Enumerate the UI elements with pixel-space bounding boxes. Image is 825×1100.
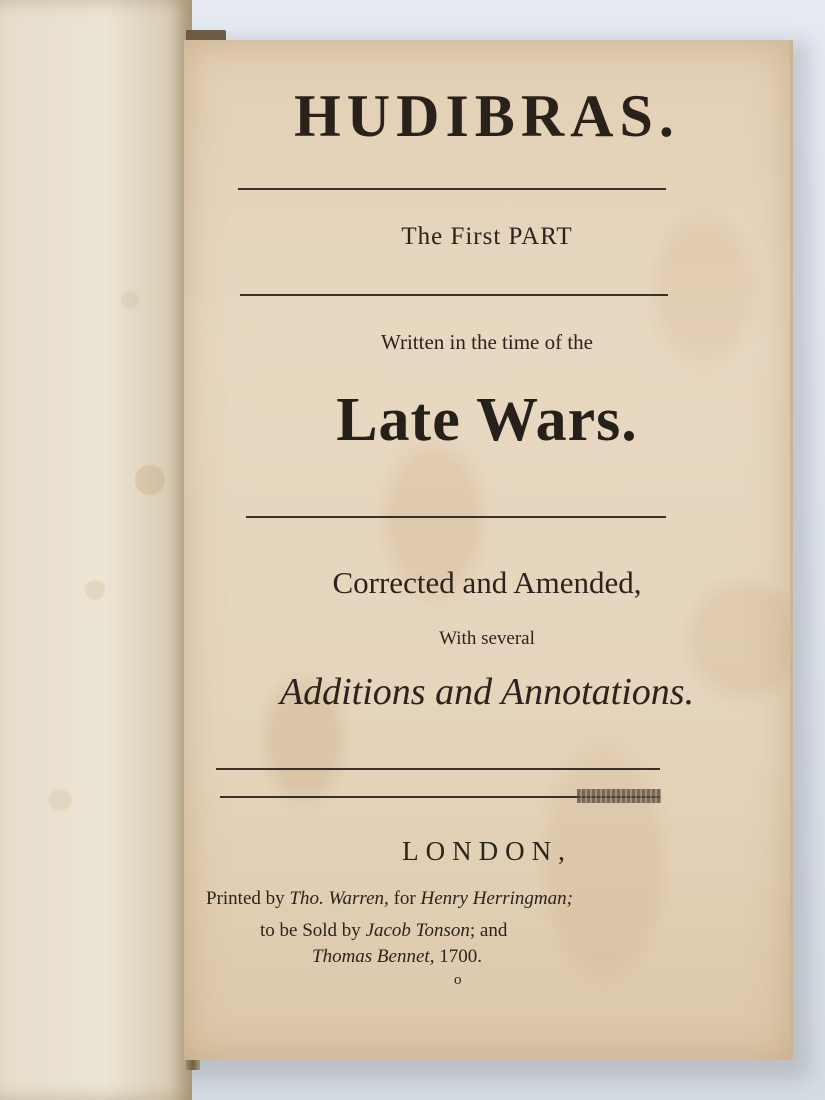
- bookseller-name: Thomas Bennet: [312, 946, 430, 967]
- imprint-text: Printed by: [206, 888, 285, 909]
- imprint-line-1: [206, 886, 676, 911]
- left-blank-page: [0, 0, 192, 1100]
- part-heading: The First PART: [401, 223, 573, 250]
- corrected-line: Corrected and Amended,: [332, 565, 642, 600]
- rule-third: [246, 516, 666, 518]
- rule-top: [238, 188, 666, 190]
- printer-name: Tho. Warren,: [289, 888, 389, 909]
- imprint-text: ; and: [469, 920, 508, 941]
- signature-mark: o: [454, 972, 462, 988]
- imprint-text: for: [393, 888, 416, 909]
- several-line: With several: [439, 628, 535, 649]
- ink-smudge: [577, 789, 661, 803]
- imprint-line-2: [260, 918, 730, 943]
- imprint-text: to be Sold by: [260, 920, 361, 941]
- written-line: Written in the time of the: [380, 330, 593, 354]
- place-of-printing: LONDON,: [402, 836, 572, 866]
- imprint-date: , 1700.: [429, 946, 482, 967]
- book-title: HUDIBRAS.: [294, 83, 680, 149]
- additions-line: Additions and Annotations.: [279, 671, 695, 713]
- late-wars-heading: Late Wars.: [336, 386, 638, 454]
- imprint-line-3: [312, 944, 782, 969]
- title-page: [184, 40, 793, 1060]
- rule-second: [240, 294, 668, 296]
- bookseller-name: Jacob Tonson: [365, 920, 470, 941]
- rule-double-upper: [216, 768, 660, 770]
- publisher-name: Henry Herringman;: [420, 888, 573, 909]
